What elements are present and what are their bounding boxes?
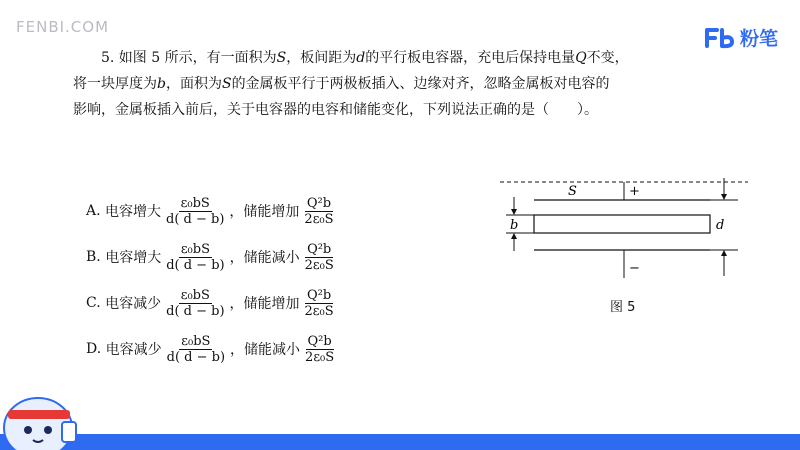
option-b[interactable]: B. 电容增大 $\frac{\text{ε₀bS}}{d( d - b)}$ ，储能减小 $\frac{\text{Q²b}}{\text{2ε₀S}}$ bbox=[86, 241, 334, 273]
brand-name: 粉笔 bbox=[739, 28, 778, 50]
mascot-icon bbox=[0, 370, 90, 450]
capacitance-formula: $\frac{\text{ε₀bS}}{d( d - b)}$ bbox=[166, 195, 225, 227]
capacitance-formula: $\frac{\text{ε₀bS}}{d( d - b)}$ bbox=[166, 241, 225, 273]
capacitance-formula: $\frac{\text{ε₀bS}}{d( d - b)}$ bbox=[166, 287, 225, 319]
capacitance-formula: $\frac{\text{ε₀bS}}{d( d - b)}$ bbox=[166, 333, 226, 365]
b-arrowhead-up-icon bbox=[511, 233, 517, 239]
figure-caption: 图 5 bbox=[610, 300, 636, 315]
question-line-2: 将一块厚度为b，面积为S的金属板平行于两极板插入、边缘对齐，忽略金属板对电容的 bbox=[73, 76, 610, 92]
option-d[interactable]: D. 电容减少 $\frac{\text{ε₀bS}}{d( d - b)}$ ，储能减小 $\frac{\text{Q²b}}{\text{2ε₀S}}$ bbox=[86, 333, 335, 365]
brand-logo bbox=[704, 24, 778, 51]
minus-sign: − bbox=[629, 261, 640, 276]
energy-formula: $\frac{\text{Q²b}}{\text{2ε₀S}}$ bbox=[304, 241, 334, 273]
watermark: FENBI.COM bbox=[16, 18, 110, 36]
energy-formula: $\frac{\text{Q²b}}{\text{2ε₀S}}$ bbox=[304, 287, 334, 319]
thickness-label: b bbox=[510, 218, 519, 233]
energy-formula: $\frac{\text{Q²b}}{\text{2ε₀S}}$ bbox=[305, 333, 335, 365]
plus-sign: + bbox=[629, 184, 640, 199]
question-text bbox=[73, 45, 713, 123]
capacitor-diagram bbox=[498, 158, 758, 318]
energy-formula: $\frac{\text{Q²b}}{\text{2ε₀S}}$ bbox=[304, 195, 334, 227]
metal-slab bbox=[534, 215, 710, 233]
b-arrowhead-down-icon bbox=[511, 209, 517, 215]
spacing-label: d bbox=[716, 218, 725, 233]
footer-bar bbox=[0, 434, 800, 450]
question-line-1: 5. 如图 5 所示，有一面积为S，板间距为d的平行板电容器，充电后保持电量Q不变， bbox=[101, 50, 629, 66]
option-c[interactable]: C. 电容减少 $\frac{\text{ε₀bS}}{d( d - b)}$ ，储能增加 $\frac{\text{Q²b}}{\text{2ε₀S}}$ bbox=[86, 287, 334, 319]
answer-options bbox=[86, 188, 339, 372]
area-label: S bbox=[568, 184, 577, 199]
option-a[interactable]: A. 电容增大 $\frac{\text{ε₀bS}}{d( d - b)}$ ，储能增加 $\frac{\text{Q²b}}{\text{2ε₀S}}$ bbox=[86, 195, 334, 227]
question-line-3: 影响，金属板插入前后，关于电容器的电容和储能变化，下列说法正确的是（ ）。 bbox=[73, 102, 598, 118]
d-arrowhead-up-icon bbox=[721, 250, 727, 256]
d-arrowhead-down-icon bbox=[721, 194, 727, 200]
